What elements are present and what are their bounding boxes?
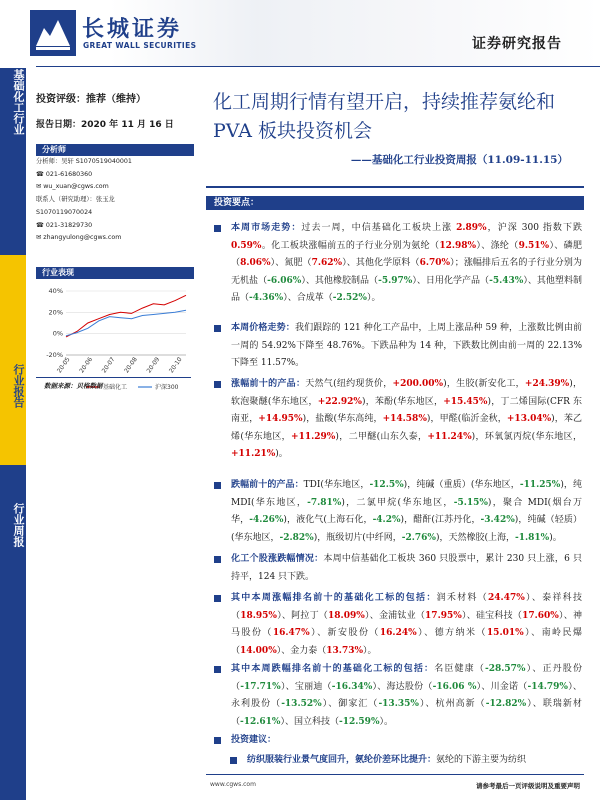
header-divider [36,66,600,67]
stock-name: 名臣健康（ [434,664,486,674]
separator: ）、 [523,628,542,638]
performance-header: 行业表现 [36,267,194,279]
text: )，生胶(新安化工， [443,379,525,389]
separator: ）、 [416,628,435,638]
separator: ）、 [476,681,491,692]
footer-disclaimer: 请参考最后一页评级说明及重要声明 [476,782,580,790]
top-losers-bullet [214,661,582,731]
value: 12.98% [439,240,477,251]
value: +11.21% [231,449,276,459]
analyst-header: 分析师 [36,144,194,156]
stock-change: 17.95% [425,610,462,621]
top-gainers-bullet [214,590,582,660]
value: -11.25% [519,480,561,490]
logo-english-name: GREAT WALL SECURITIES [83,41,197,50]
investment-rating: 投资评级：推荐（维持） [36,94,146,105]
bullet-square-icon [214,482,221,489]
stock-name: 润禾材料（ [436,593,489,603]
report-subtitle: ——基础化工行业投资周报（11.09-11.15） [350,154,568,166]
spandex-advice-bullet [230,752,599,770]
separator: ）、 [526,699,543,709]
price-trend-bullet [214,320,582,373]
text: ）；涨幅排后五名的子行业分别为无机盐（ [231,258,582,286]
chart-y-tick-label: 40% [48,287,63,295]
value: 0.59% [231,240,262,251]
contact-line: 联系人（研究助理）：张玉龙 [36,196,115,204]
chart-x-tick-label: 20-05 [55,356,72,375]
great-wall-logo-icon [30,10,76,56]
text: ）、其他塑料制品（ [231,275,582,303]
value: -5.15% [453,497,488,508]
value: -2.52% [332,293,367,303]
stock-change: -28.57% [485,664,526,674]
stock-change: 18.95% [240,610,277,621]
value: +11.24% [427,431,472,442]
separator: ）、 [364,610,379,621]
value: +14.95% [258,414,303,424]
stock-change: 15.01% [486,628,524,638]
text: ）、氮肥（ [270,258,312,268]
contact-license: S1070119070024 [36,208,93,216]
value: -3.42% [480,515,515,525]
text: )，纯 MDI(华东地区， [231,480,582,508]
value: -4.36% [249,293,284,303]
bullet-lead: 跌幅前十的产品： [231,480,304,490]
value: 2.89% [456,223,487,233]
bullet-lead: 其中本周跌幅排名前十的基础化工标的包括： [231,664,435,674]
separator: ）、 [524,593,543,603]
text: )，天然橡胶(上海， [435,532,516,543]
text: ）、其他橡胶制品（ [301,275,379,286]
value: -12.5% [369,480,404,490]
chart-series-line [66,310,186,336]
bullet-lead: 化工个股涨跌幅情况： [231,554,324,564]
value: -2.76% [401,532,436,543]
value: +24.39% [524,379,570,389]
chart-y-tick-label: -20% [46,351,63,359]
separator: ）。 [363,645,377,656]
stock-name: 正丹股份（ [231,664,582,692]
stock-name: 御家汇（ [338,699,379,709]
separator: ）、 [276,645,291,656]
separator: ）、 [276,610,292,621]
value: -4.26% [249,515,284,525]
bullet-lead: 涨幅前十的产品： [231,379,306,389]
stock-name: 杭州高新（ [435,699,486,709]
separator: ）、 [372,681,387,692]
page-header [0,0,600,68]
value: +15.45% [443,396,488,407]
logo-chinese-name: 长城证券 [82,16,183,42]
stock-change: 18.09% [328,610,365,621]
text: )，苯酚(华东地区， [361,396,444,407]
stock-change: -12.82% [485,699,527,709]
separator: ）、 [461,610,476,621]
text: 氨纶的下游主要为纺织 [436,755,527,765]
text: TDI(华东地区， [303,480,370,490]
chart-x-tick-label: 20-07 [100,356,117,375]
text: )，醋酐(江苏丹化， [400,515,481,525]
separator: ）、 [418,699,436,709]
industry-performance-section [36,267,191,393]
value: 8.06% [240,258,271,268]
stock-change: -14.79% [527,681,568,692]
text: 本周中信基础化工板块 360 只股票中，累计 230 只上涨，6 只持平，124 只下跌。 [231,554,582,582]
investment-advice-bullet [214,732,276,750]
text: )，软泡聚醚(华东地区， [231,379,582,407]
stock-name: 金浦钛业（ [378,610,426,621]
value: 7.62% [311,258,343,268]
company-logo [30,6,205,60]
bullet-lead: 本周价格走势： [231,323,295,333]
stock-change: -13.35% [378,699,419,709]
stock-name: 宝丽迪（ [294,681,332,692]
top-rising-products-bullet [214,376,582,464]
separator: ）、 [280,716,295,727]
bullet-square-icon [214,381,221,388]
stock-change: -12.61% [240,716,281,727]
separator: ）、 [309,628,328,638]
stock-name: 德方纳米（ [434,628,487,638]
text: )，瓶级切片(中纤网， [313,532,402,543]
text: )。 [275,449,288,459]
stock-change: 16.24% [379,628,417,638]
text: )，二甲醚(山东久泰， [335,431,428,442]
text: 。化工板块涨幅前五的子行业分别为氨纶（ [261,240,440,251]
stock-change: -13.52% [281,699,322,709]
value: -4.2% [372,515,401,525]
text: )，环氧氯丙烷(华东地区， [471,431,582,442]
chart-x-tick-label: 20-09 [145,356,162,375]
stock-change: 17.60% [522,610,559,621]
bullet-square-icon [214,225,221,232]
text: ）、合成革（ [283,293,333,303]
chart-x-tick-label: 20-06 [78,356,95,375]
chart-legend-label: 基础化工 [103,384,128,391]
analyst-line: 分析师：吴轩 S1070519040001 [36,158,132,165]
contact-phone: ☎ 021-31829730 [36,221,93,229]
stock-change: -17.71% [240,681,281,692]
text: )，纯碱（轻质）(华东地区， [231,515,582,543]
stock-name: 金力泰（ [290,645,327,656]
stock-change: 14.00% [240,645,277,656]
separator: ）、 [567,681,582,692]
chart-y-tick-label: 0% [52,329,63,338]
stock-change: 24.47% [488,593,525,603]
text: ）、其他化学原料（ [342,258,420,268]
stock-name: 泰祥科技（ [231,593,582,621]
value: -7.81% [307,497,342,508]
analyst-section [36,144,191,245]
chart-x-tick-label: 20-10 [167,356,184,375]
analyst-phone: ☎ 021-61680360 [36,170,93,178]
text: 我们跟踪的 121 种化工产品中，上周上涨品种 59 种，上涨数比例由前一周的 54.92%下降至 48.76%。下跌品种为 14 种，下跌数比例由前一周的 22.13%下降至 11.57%。 [231,323,582,368]
stock-name: 南岭民爆（ [231,628,582,656]
text: ）。 [366,293,381,303]
separator: ）、 [525,664,543,674]
bullet-lead: 本周市场走势： [231,223,302,233]
bullet-lead: 投资建议： [231,735,277,745]
top-falling-products-bullet [214,477,582,547]
left-sidebar [36,76,191,245]
stock-name: 联瑞新材（ [231,699,582,727]
text: 天然气(纽约现货价， [305,379,393,389]
text: ）、日用化学产品（ [412,275,490,286]
footer-website[interactable]: www.cgws.com [210,781,256,788]
separator: ）、 [280,681,295,692]
report-date: 报告日期：2020 年 11 月 16 日 [36,120,174,130]
bullet-lead: 其中本周涨幅排名前十的基础化工标的包括： [231,593,437,603]
value: -6.06% [267,275,302,286]
value: +14.58% [382,414,427,424]
stock-name: 国立科技（ [294,716,340,727]
chart-x-tick-label: 20-08 [123,356,139,375]
value: -1.81% [515,532,550,543]
stock-name: 川金诺（ [490,681,528,692]
stock-name: 海达股份（ [386,681,433,692]
stock-change: -12.59% [339,716,380,727]
analyst-email[interactable]: ✉ wu_xuan@cgws.com [36,183,109,191]
text: ）、磷肥（ [231,240,582,268]
footer-divider [206,774,584,775]
bullet-square-icon [214,325,221,332]
separator: ）、 [558,610,573,621]
bullet-square-icon [214,556,221,563]
stock-name: 新安股份（ [327,628,380,638]
value: -5.97% [378,275,413,286]
chart-series-line [66,295,186,337]
contact-email[interactable]: ✉ zhangyulong@cgws.com [36,234,122,242]
text: ，沪深 300 指数下跌 [486,223,582,233]
strip-weekly-label: 行业周报 [12,503,25,547]
text: )，液化气(上海石化， [283,515,373,525]
value: +200.00% [392,379,444,389]
investment-points-header: 投资要点： [206,196,584,210]
stock-name: 硅宝科技（ [475,610,523,621]
bullet-square-icon [214,595,221,602]
value: +22.92% [317,396,362,407]
text: )，苯乙烯(华东地区， [231,414,582,442]
report-type-label: 证券研究报告 [472,36,562,52]
stock-name: 阿拉丁（ [291,610,329,621]
value: -2.82% [279,532,314,543]
market-trend-bullet [214,220,582,308]
bullet-square-icon [230,757,237,764]
value: 6.70% [419,258,451,268]
value: -5.43% [489,275,524,286]
bullet-lead: 纺织服装行业景气度回升，氨纶价差环比提升： [247,755,437,765]
separator: ）、 [321,699,339,709]
text: ）、涤纶（ [476,240,519,251]
text: 过去一周，中信基础化工板块上涨 [301,223,457,233]
bullet-square-icon [214,666,221,673]
text: )，聚合 MDI(烟台万华， [231,497,582,525]
stock-change: 13.73% [326,645,364,656]
stock-performance-bullet [214,551,582,586]
text: )，纯碱（重质）(华东地区， [403,480,520,490]
value: 9.51% [518,240,550,251]
strip-report-label: 行业报告 [0,255,26,465]
text: )。 [549,532,562,543]
text: )，甲醛(临沂金秋， [426,414,507,424]
strip-industry-label: 基础化工行业 [12,69,25,135]
stock-change: -16.06 % [432,681,477,692]
bullet-square-icon [214,737,221,744]
source-divider [36,377,191,378]
side-strip [0,0,26,800]
value: +11.29% [291,431,336,442]
text: )，丁二烯国际(CFR 东南亚， [231,396,583,424]
data-source: 数据来源：贝格数据 [44,382,103,390]
text: )，二氯甲烷(华东地区， [341,497,454,508]
chart-y-tick-label: 20% [48,308,63,317]
stock-change: -16.34% [331,681,373,692]
stock-name: 永利股份（ [231,699,282,709]
value: +13.04% [506,414,552,424]
chart-legend-label: 沪深300 [155,384,179,391]
separator: ）。 [379,716,394,727]
text: )，盐酸(华东高纯， [302,414,383,424]
report-title: 化工周期行情有望开启，持续推荐氨纶和 PVA 板块投资机会 [213,91,556,142]
stock-name: 神马股份（ [231,610,582,638]
title-divider [206,186,584,188]
stock-change: 16.47% [272,628,310,638]
